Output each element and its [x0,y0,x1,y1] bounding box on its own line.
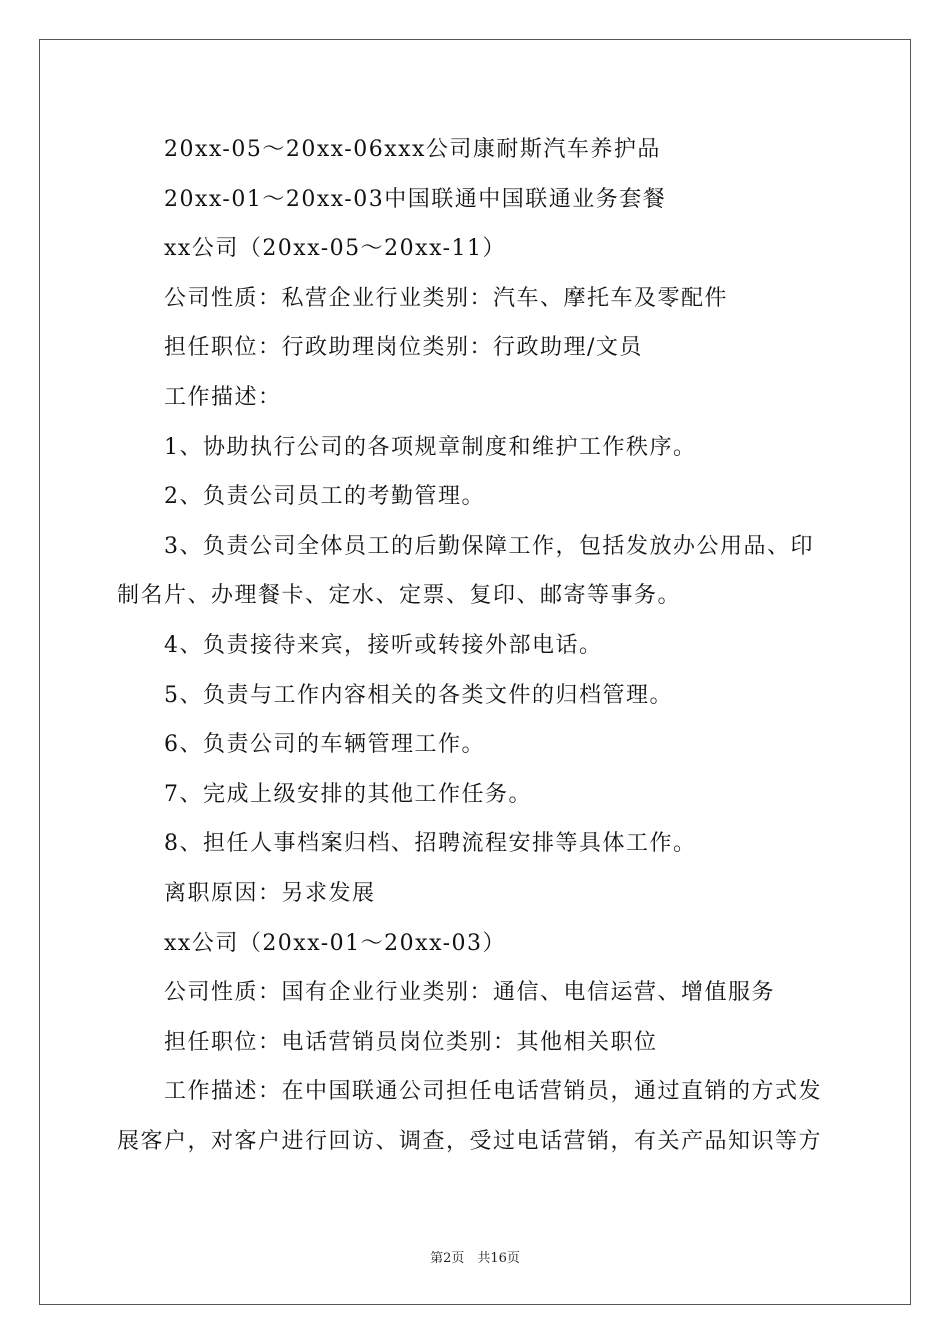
text-line: 公司性质：私营企业行业类别：汽车、摩托车及零配件 [164,285,729,311]
text-line: xx公司（20xx-01～20xx-03） [164,930,507,956]
text-line: xx公司（20xx-05～20xx-11） [164,236,507,262]
text-line: 3、负责公司全体员工的后勤保障工作，包括发放办公用品、印 [164,533,814,559]
page-number-footer: 第2页 共16页 [430,1251,520,1266]
text-line: 离职原因：另求发展 [164,880,376,906]
text-line: 工作描述： [164,384,282,410]
text-line: 1、协助执行公司的各项规章制度和维护工作秩序。 [164,434,697,460]
text-line: 5、负责与工作内容相关的各类文件的归档管理。 [164,682,673,708]
text-line: 8、担任人事档案归档、招聘流程安排等具体工作。 [164,831,697,857]
text-line: 20xx-05～20xx-06xxx公司康耐斯汽车养护品 [164,137,661,162]
text-line: 担任职位：电话营销员岗位类别：其他相关职位 [164,1029,658,1055]
text-line: 7、完成上级安排的其他工作任务。 [164,781,532,807]
text-line: 展客户，对客户进行回访、调查，受过电话营销，有关产品知识等方 [117,1128,823,1154]
text-line: 20xx-01～20xx-03中国联通中国联通业务套餐 [164,186,667,212]
text-line: 4、负责接待来宾，接听或转接外部电话。 [164,632,603,658]
text-line: 制名片、办理餐卡、定水、定票、复印、邮寄等事务。 [117,583,682,609]
document-body [117,130,835,1171]
text-line: 公司性质：国有企业行业类别：通信、电信运营、增值服务 [164,980,776,1006]
text-line: 2、负责公司员工的考勤管理。 [164,484,485,510]
text-line: 担任职位：行政助理岗位类别：行政助理/文员 [164,335,643,361]
text-line: 工作描述：在中国联通公司担任电话营销员，通过直销的方式发 [164,1079,823,1105]
text-line: 6、负责公司的车辆管理工作。 [164,732,485,758]
